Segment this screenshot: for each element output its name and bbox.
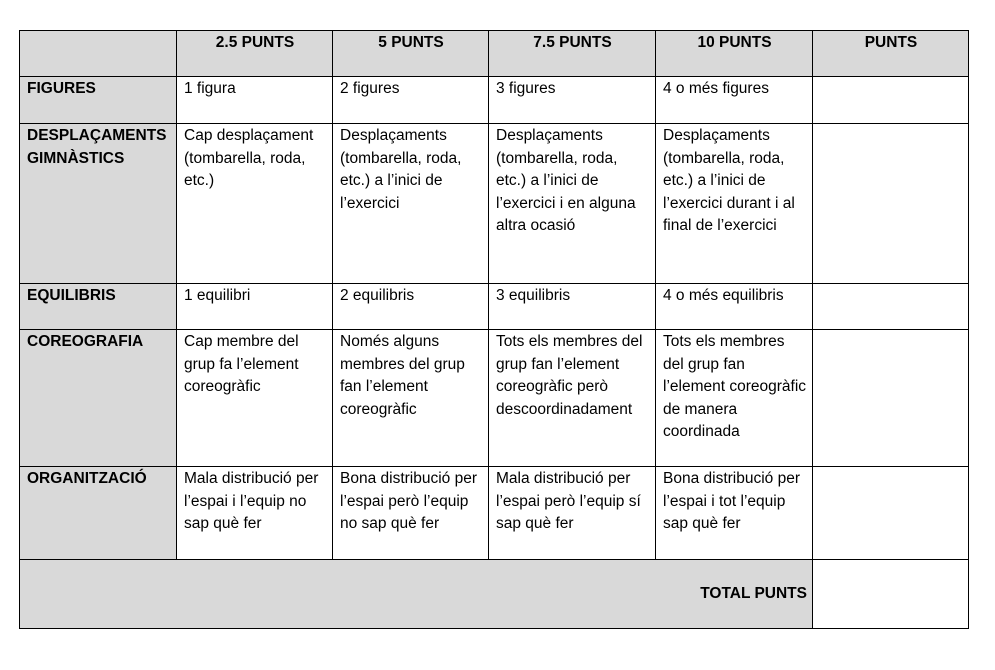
cell-desplacaments-5: Desplaçaments (tombarella, roda, etc.) a l’inici de l’exercici	[333, 124, 489, 284]
total-punts-label: TOTAL PUNTS	[20, 560, 813, 629]
table-row-equilibris	[20, 284, 969, 330]
cell-figures-punts	[813, 77, 969, 124]
header-2-5-punts: 2.5 PUNTS	[177, 31, 333, 77]
table-row-figures	[20, 77, 969, 124]
cell-coreografia-2-5: Cap membre del grup fa l’element coreogràfic	[177, 330, 333, 467]
cell-organitzacio-7-5: Mala distribució per l’espai però l’equip sí sap què fer	[489, 467, 656, 560]
header-7-5-punts: 7.5 PUNTS	[489, 31, 656, 77]
cell-coreografia-5: Només alguns membres del grup fan l’element coreogràfic	[333, 330, 489, 467]
cell-organitzacio-10: Bona distribució per l’espai i tot l’equip sap què fer	[656, 467, 813, 560]
cell-coreografia-punts	[813, 330, 969, 467]
header-5-punts: 5 PUNTS	[333, 31, 489, 77]
cell-desplacaments-punts	[813, 124, 969, 284]
cell-organitzacio-5: Bona distribució per l’espai però l’equip no sap què fer	[333, 467, 489, 560]
rubric-table	[19, 30, 969, 629]
cell-coreografia-7-5: Tots els membres del grup fan l’element coreogràfic però descoordinadament	[489, 330, 656, 467]
cell-equilibris-2-5: 1 equilibri	[177, 284, 333, 330]
cell-figures-2-5: 1 figura	[177, 77, 333, 124]
total-punts-value	[813, 560, 969, 629]
cell-organitzacio-2-5: Mala distribució per l’espai i l’equip no sap què fer	[177, 467, 333, 560]
cell-equilibris-7-5: 3 equilibris	[489, 284, 656, 330]
total-row	[20, 560, 969, 629]
cell-desplacaments-7-5: Desplaçaments (tombarella, roda, etc.) a l’inici de l’exercici i en alguna altra ocasió	[489, 124, 656, 284]
cell-equilibris-punts	[813, 284, 969, 330]
cell-figures-10: 4 o més figures	[656, 77, 813, 124]
cell-desplacaments-10: Desplaçaments (tombarella, roda, etc.) a l’inici de l’exercici durant i al final de l’exercici	[656, 124, 813, 284]
header-row	[20, 31, 969, 77]
cell-equilibris-5: 2 equilibris	[333, 284, 489, 330]
header-10-punts: 10 PUNTS	[656, 31, 813, 77]
cell-organitzacio-punts	[813, 467, 969, 560]
cell-figures-5: 2 figures	[333, 77, 489, 124]
cell-figures-7-5: 3 figures	[489, 77, 656, 124]
header-corner-cell	[20, 31, 177, 77]
table-row-desplacaments	[20, 124, 969, 284]
row-label-coreografia: COREOGRAFIA	[20, 330, 177, 467]
table-row-organitzacio	[20, 467, 969, 560]
cell-coreografia-10: Tots els membres del grup fan l’element coreogràfic de manera coordinada	[656, 330, 813, 467]
row-label-desplacaments: DESPLAÇAMENTS GIMNÀSTICS	[20, 124, 177, 284]
header-punts: PUNTS	[813, 31, 969, 77]
row-label-figures: FIGURES	[20, 77, 177, 124]
table-row-coreografia	[20, 330, 969, 467]
row-label-organitzacio: ORGANITZACIÓ	[20, 467, 177, 560]
cell-desplacaments-2-5: Cap desplaçament (tombarella, roda, etc.)	[177, 124, 333, 284]
row-label-equilibris: EQUILIBRIS	[20, 284, 177, 330]
cell-equilibris-10: 4 o més equilibris	[656, 284, 813, 330]
